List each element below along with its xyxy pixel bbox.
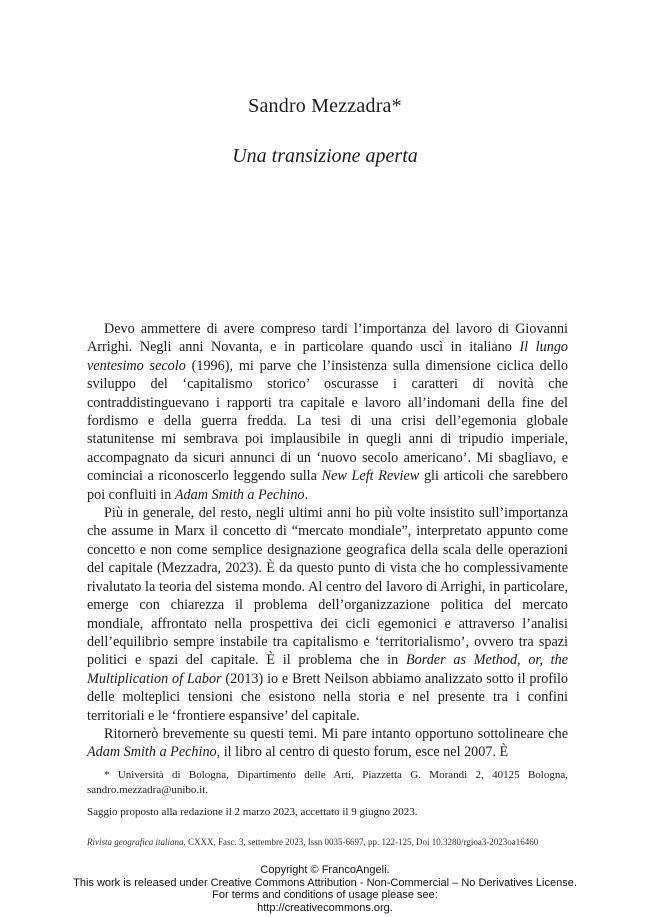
book-title: Il lungo ventesimo secolo bbox=[87, 339, 569, 374]
author-name: Sandro Mezzadra* bbox=[248, 95, 402, 117]
affiliation-footnote: * Università di Bologna, Dipartimento delle Arti, Piazzetta G. Morandi 2, 40125 Bologna, sandro.mezzadra@unibo.it. bbox=[87, 769, 568, 796]
copyright-notice bbox=[0, 864, 650, 914]
paragraph-text: Ritornerò brevemente su questi temi. Mi pare intanto opportuno sottolineare che bbox=[104, 725, 568, 742]
paragraph-text: (1996), mi parve che l’insistenza sulla dimensione ciclica dello sviluppo del ‘capitalismo storico’ oscurasse i caratteri di novità che contraddistinguevano i rapporti tra capitale e lavoro all’indomani della fine del fordismo e della guerra fredda. La tesi di una crisi dell’egemonia globale statunitense mi sembrava poi implausibile in quegli anni di tripudio imperiale, accompagnato da sicuri annunci di un ‘nuovo secolo americano’. Mi sbagliavo, e cominciai a riconoscerlo leggendo sulla bbox=[87, 357, 568, 485]
journal-name: Rivista geografica italiana bbox=[87, 837, 184, 847]
license-line: This work is released under Creative Commons Attribution - Non-Commercial – No Derivatives License. bbox=[73, 876, 577, 889]
paragraph-text: Devo ammettere di avere compreso tardi l’importanza del lavoro di Giovanni Arrighi. Negli anni Novanta, e in particolare quando uscì in italiano bbox=[87, 321, 568, 356]
copyright-line: Copyright © FrancoAngeli. bbox=[260, 864, 390, 876]
footnotes bbox=[87, 768, 568, 820]
book-title: Adam Smith a Pechino bbox=[174, 486, 305, 503]
journal-title: New Left Review bbox=[321, 468, 420, 485]
license-link[interactable]: http://creativecommons.org. bbox=[257, 901, 393, 914]
article-title: Una transizione aperta bbox=[232, 145, 418, 167]
journal-citation bbox=[87, 836, 568, 848]
book-title: Border as Method, or, the Multiplication of Labor bbox=[87, 652, 569, 687]
terms-line: For terms and conditions of usage please see: bbox=[212, 889, 438, 901]
book-title: Adam Smith a Pechino bbox=[87, 744, 217, 761]
paragraph-text: . bbox=[304, 486, 309, 503]
paragraph-text: (2013) io e Brett Neilson abbiamo analizzato sotto il profilo delle molteplici tensioni che esistono nella storia e nel presente tra i confini territoriali e le ‘frontiere espansive’ del capitale. bbox=[87, 670, 568, 724]
journal-details: , CXXX, Fasc. 3, settembre 2023, Issn 0035-6697, pp. 122-125, Doi 10.3280/rgioa3-2023oa16460 bbox=[183, 837, 539, 847]
paragraph bbox=[87, 725, 568, 762]
paragraph bbox=[87, 504, 568, 725]
paragraph-text: , il libro al centro di questo forum, esce nel 2007. È bbox=[216, 744, 509, 761]
paragraph-text: gli articoli che sarebbero poi confluiti in bbox=[87, 468, 568, 503]
paragraph bbox=[87, 320, 568, 504]
submission-dates: Saggio proposto alla redazione il 2 marzo 2023, accettato il 9 giugno 2023. bbox=[87, 806, 418, 818]
paragraph-text: Più in generale, del resto, negli ultimi anni ho più volte insistito sull’importanza che assume in Marx il concetto di “mercato mondiale”, interpretato appunto come concetto e non come semplice designazione geografica della scala delle operazioni del capitale (Mezzadra, 2023). È da questo punto di vista che ho complessivamente rivalutato la teoria del sistema mondo. Al centro del lavoro di Arrighi, in particolare, emerge con chiarezza il problema dell’organizzazione politica del mercato mondiale, affrontato nella prospettiva dei cicli egemonici e attraverso l’analisi dell’equilibrio sempre instabile tra capitalismo e ‘territorialismo’, ovvero tra spazi politici e spazi del capitale. È il problema che in bbox=[87, 505, 568, 669]
article-body bbox=[87, 320, 568, 762]
